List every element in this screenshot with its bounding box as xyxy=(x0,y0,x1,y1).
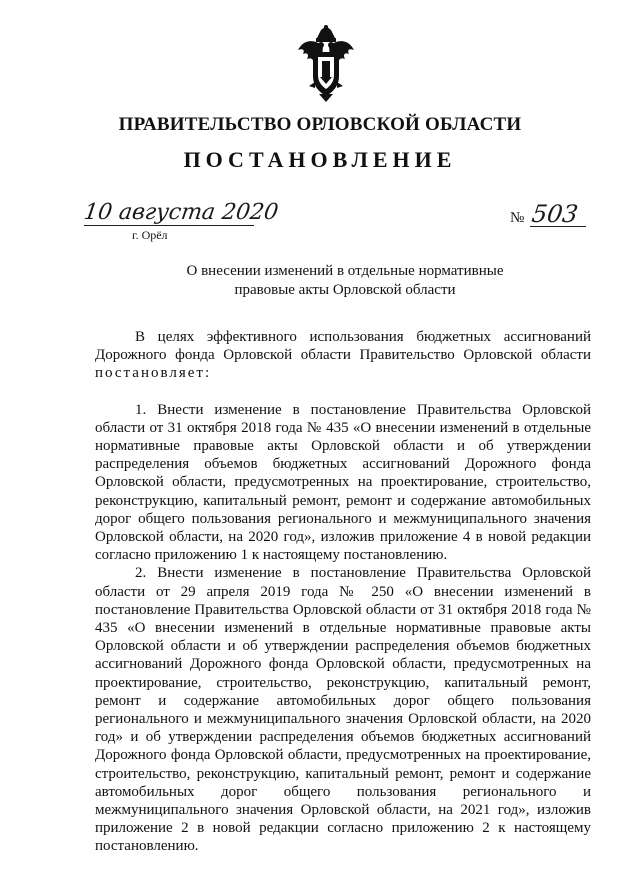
item-2-paragraph: 2. Внести изменение в постановление Правительства Орловской области от 29 апреля 2019 года № 250 «О внесении изменений в постановление Правительства Орловской области от 31 октября 2018 года № 435 «О внесении изменений в отдельные нормативные правовые акты Орловской области и об утверждении распределения объемов бюджетных ассигнований Дорожного фонда Орловской области, предусмотренных на проектирование, строительство, реконструкцию, капитальный ремонт, ремонт и содержание автомобильных дорог общего пользования регионального и межмуниципального значения Орловской области, на 2020 год» и об утверждении распределения объемов бюджетных ассигнований Дорожного фонда Орловской области, предусмотренных на проектирование, строительство, реконструкцию, капитальный ремонт, ремонт и содержание автомобильных дорог общего пользования регионального и межмуниципального значения Орловской области, на 2021 год», изложив приложение 2 в новой редакции согласно приложению 2 к настоящему постановлению. xyxy=(95,565,591,855)
decree-subject xyxy=(0,262,640,300)
number-label: № xyxy=(510,210,525,226)
coat-of-arms-icon xyxy=(295,24,357,104)
subject-line: правовые акты Орловской области xyxy=(234,282,456,298)
decree-body xyxy=(95,328,591,856)
city: г. Орёл xyxy=(132,228,168,242)
date-underline xyxy=(84,225,254,226)
subject-line: О внесении изменений в отдельные нормативные xyxy=(186,263,504,279)
intro-text: В целях эффективного использования бюджетных ассигнований Дорожного фонда Орловской области Правительство Орловской области xyxy=(95,329,591,364)
number-underline xyxy=(530,226,586,227)
government-title: ПРАВИТЕЛЬСТВО ОРЛОВСКОЙ ОБЛАСТИ xyxy=(118,114,522,135)
document-type: ПОСТАНОВЛЕНИЕ xyxy=(183,147,457,172)
item-1-paragraph: 1. Внести изменение в постановление Правительства Орловской области от 31 октября 2018 года № 435 «О внесении изменений в отдельные нормативные правовые акты Орловской области и об утверждении распределения объемов бюджетных ассигнований Дорожного фонда Орловской области, предусмотренных на проектирование, строительство, реконструкцию, капитальный ремонт, ремонт и содержание автомобильных дорог общего пользования регионального и межмуниципального значения Орловской области, на 2020 год», изложив приложение 4 в новой редакции согласно приложению 1 к настоящему постановлению. xyxy=(95,401,591,564)
handwritten-date: 10 августа 2020 xyxy=(82,200,280,225)
intro-verb: постановляет: xyxy=(95,365,212,382)
handwritten-number: 503 xyxy=(530,200,580,228)
intro-paragraph xyxy=(95,328,591,383)
